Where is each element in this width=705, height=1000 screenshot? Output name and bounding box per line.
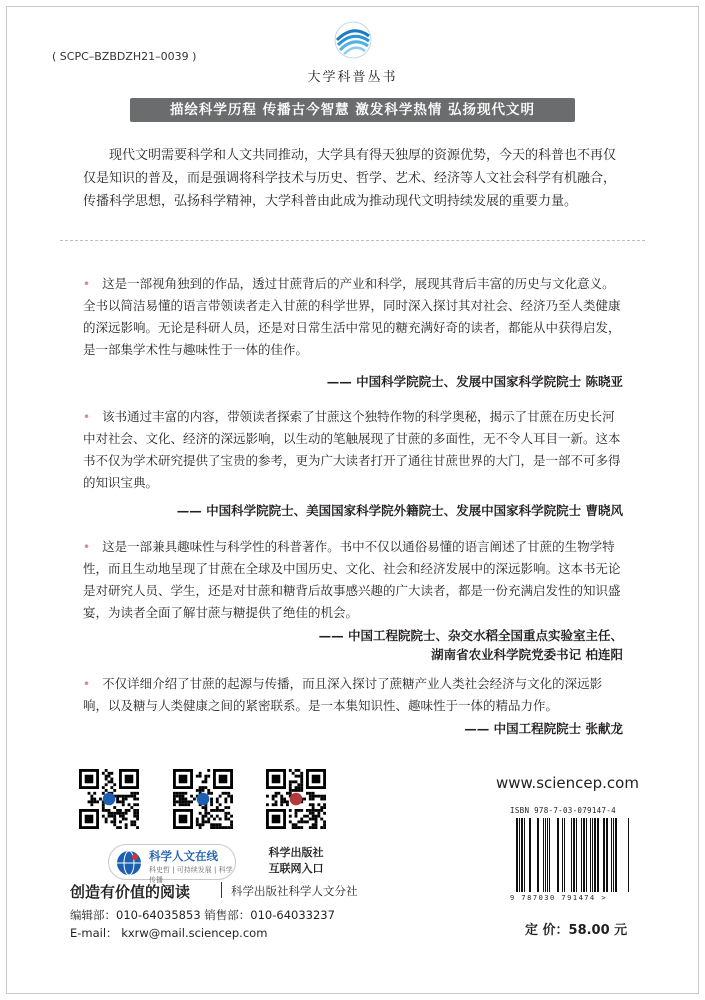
- globe-icon: [115, 849, 143, 877]
- review-text: 该书通过丰富的内容，带领读者探索了甘蔗这个独特作物的科学奥秘，揭示了甘蔗在历史长河中对社会、文化、经济的深远影响，以生动的笔触展现了甘蔗的多面性，无不令人耳目一新。这本书不仅为学术研究提供了宝贵的参考，更为广大读者打开了通往甘蔗世界的大门，是一部不可多得的知识宝典。: [83, 409, 621, 490]
- barcode-digits: 9 787030 791474 >: [510, 894, 608, 902]
- review-signature: —— 中国工程院院士、杂交水稻全国重点实验室主任、: [318, 628, 623, 643]
- reading-slogan: 创造有价值的阅读: [70, 883, 191, 901]
- review-2: [83, 406, 623, 494]
- barcode-icon: [498, 804, 640, 904]
- bullet-icon: •: [83, 277, 91, 291]
- separator: [221, 882, 222, 898]
- publisher-entry-label: [266, 845, 326, 877]
- contact-email[interactable]: E-mail： kxrw@mail.sciencep.com: [70, 926, 268, 940]
- publisher-entry-line2: 互联网入口: [268, 862, 324, 875]
- publisher-name: 科学出版社科学人文分社: [231, 884, 358, 898]
- review-text: 这是一部兼具趣味性与科学性的科普著作。书中不仅以通俗易懂的语言阐述了甘蔗的生物学特性，而且生动地呈现了甘蔗在全球及中国历史、文化、社会和经济发展中的深远影响。这本书无论是对研究人员、学生，还是对甘蔗和糖背后故事感兴趣的广大读者，都是一份充满启发性的知识盛宴，为读者全面了解甘蔗与糖提供了绝佳的机会。: [83, 539, 621, 620]
- divider: [60, 240, 645, 241]
- intro-paragraph: 现代文明需要科学和人文共同推动，大学具有得天独厚的资源优势，今天的科普也不再仅仅是知识的普及，而是强调将科学技术与历史、哲学、艺术、经济等人文社会科学有机融合，传播科学思想，弘扬科学精神，大学科普由此成为推动现代文明持续发展的重要力量。: [83, 148, 617, 209]
- price: 定 价：58.00 元: [525, 923, 628, 938]
- review-signature-line2: 湖南省农业科学院党委书记 柏连阳: [431, 647, 623, 662]
- qr-code-icon: [79, 769, 139, 829]
- slogan-banner: 描绘科学历程 传播古今智慧 激发科学热情 弘扬现代文明: [130, 98, 575, 122]
- contact-phones: 编辑部：010-64035853 销售部：010-64033237: [70, 908, 335, 922]
- bullet-icon: •: [83, 540, 91, 554]
- review-1: [83, 273, 623, 361]
- qr-code-icon: [173, 769, 233, 829]
- kexue-renwen-badge[interactable]: [108, 844, 236, 884]
- qr-code-1[interactable]: [79, 769, 139, 829]
- bullet-icon: •: [83, 677, 91, 691]
- publisher-url[interactable]: www.sciencep.com: [496, 774, 639, 792]
- review-signature: —— 中国科学院院士、美国国家科学院外籍院士、发展中国家科学院院士 曹晓风: [176, 503, 623, 518]
- isbn-text: ISBN 978-7-03-079147-4: [510, 806, 616, 815]
- review-text: 不仅详细介绍了甘蔗的起源与传播，而且深入探讨了蔗糖产业人类社会经济与文化的深远影响，以及糖与人类健康之间的紧密联系。是一本集知识性、趣味性于一体的精品力作。: [83, 676, 603, 713]
- bullet-icon: •: [83, 410, 91, 424]
- qr-code-3[interactable]: [266, 769, 326, 829]
- series-code: ( SCPC–BZBDZH21–0039 ): [52, 50, 197, 63]
- review-text: 这是一部视角独到的作品，透过甘蔗背后的产业和科学，展现其背后丰富的历史与文化意义。全书以简洁易懂的语言带领读者走入甘蔗的科学世界，同时深入探讨其对社会、经济乃至人类健康的深远影响。无论是科研人员，还是对日常生活中常见的糖充满好奇的读者，都能从中获得启发，是一部集学术性与趣味性于一体的佳作。: [83, 276, 621, 357]
- qr-code-icon: [266, 769, 326, 829]
- review-4: [83, 673, 623, 717]
- barcode: [498, 804, 640, 904]
- review-signature: —— 中国工程院院士 张献龙: [464, 721, 623, 736]
- badge-title: 科学人文在线: [149, 849, 218, 863]
- badge-subtitle: 科史哲 | 可持续发展 | 科学传播: [149, 866, 233, 884]
- publisher-entry-line1: 科学出版社: [268, 846, 324, 859]
- review-signature: —— 中国科学院院士、发展中国家科学院院士 陈晓亚: [326, 374, 623, 389]
- review-3: [83, 536, 623, 624]
- series-name: 大学科普丛书: [307, 70, 398, 85]
- qr-code-2[interactable]: [173, 769, 233, 829]
- series-logo-icon: [333, 20, 373, 60]
